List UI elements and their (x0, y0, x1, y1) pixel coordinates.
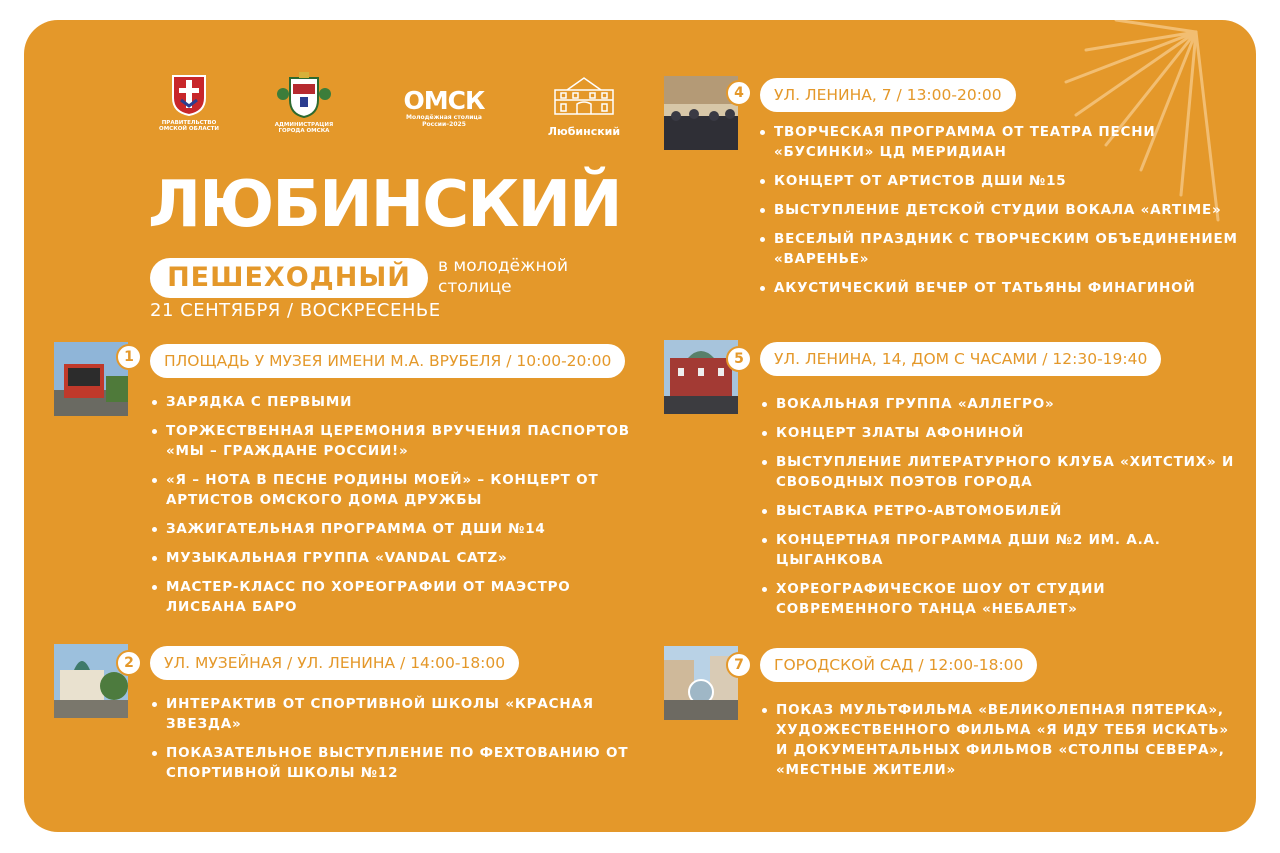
section-7-location: ГОРОДСКОЙ САД / 12:00-18:00 (760, 648, 1037, 682)
list-item: МАСТЕР-КЛАСС ПО ХОРЕОГРАФИИ ОТ МАЭСТРО ЛИСБАНА БАРО (152, 577, 632, 617)
section-1-events (152, 392, 632, 626)
list-item: «Я – НОТА В ПЕСНЕ РОДИНЫ МОЕЙ» – КОНЦЕРТ ОТ АРТИСТОВ ОМСКОГО ДОМА ДРУЖБЫ (152, 470, 632, 510)
omsk-sub-line2: России–2025 (422, 121, 466, 128)
subtitle-line1: в молодёжной (438, 256, 569, 276)
section-7-events (762, 700, 1232, 789)
section-4-location: УЛ. ЛЕНИНА, 7 / 13:00-20:00 (760, 78, 1016, 112)
section-4-events (760, 122, 1240, 307)
section-7-photo (664, 646, 738, 720)
list-item: АКУСТИЧЕСКИЙ ВЕЧЕР ОТ ТАТЬЯНЫ ФИНАГИНОЙ (760, 278, 1240, 298)
omsk-sub-line1: Молодёжная столица (406, 114, 482, 121)
section-2-photo (54, 644, 128, 718)
lubinsky-logo (539, 76, 629, 138)
list-item: ТВОРЧЕСКАЯ ПРОГРАММА ОТ ТЕАТРА ПЕСНИ «БУСИНКИ» ЦД МЕРИДИАН (760, 122, 1240, 162)
list-item: ВЕСЕЛЫЙ ПРАЗДНИК С ТВОРЧЕСКИМ ОБЪЕДИНЕНИЕМ «ВАРЕНЬЕ» (760, 229, 1240, 269)
list-item: КОНЦЕРТ ОТ АРТИСТОВ ДШИ №15 (760, 171, 1240, 191)
section-7-number: 7 (726, 652, 752, 678)
section-2-number: 2 (116, 650, 142, 676)
list-item: КОНЦЕРТ ЗЛАТЫ АФОНИНОЙ (762, 423, 1242, 443)
section-4-number: 4 (726, 80, 752, 106)
list-item: ЗАЖИГАТЕЛЬНАЯ ПРОГРАММА ОТ ДШИ №14 (152, 519, 632, 539)
lubinsky-building-icon (547, 76, 621, 124)
list-item: ЗАРЯДКА С ПЕРВЫМИ (152, 392, 632, 412)
section-5-photo (664, 340, 738, 414)
list-item: ВЫСТАВКА РЕТРО-АВТОМОБИЛЕЙ (762, 501, 1242, 521)
section-1-location: ПЛОЩАДЬ У МУЗЕЯ ИМЕНИ М.А. ВРУБЕЛЯ / 10:00-20:00 (150, 344, 625, 378)
omsk-wordmark: ОМСК (403, 86, 485, 115)
section-2-location: УЛ. МУЗЕЙНАЯ / УЛ. ЛЕНИНА / 14:00-18:00 (150, 646, 519, 680)
poster-card (24, 20, 1256, 832)
list-item: ВЫСТУПЛЕНИЕ ЛИТЕРАТУРНОГО КЛУБА «ХИТСТИХ» И СВОБОДНЫХ ПОЭТОВ ГОРОДА (762, 452, 1242, 492)
coat-of-arms-icon (171, 72, 207, 116)
city-coat-of-arms-icon (276, 72, 332, 118)
list-item: ТОРЖЕСТВЕННАЯ ЦЕРЕМОНИЯ ВРУЧЕНИЯ ПАСПОРТОВ «МЫ – ГРАЖДАНЕ РОССИИ!» (152, 421, 632, 461)
logo-row (159, 72, 634, 152)
section-2-events (152, 694, 632, 792)
title-pill: ПЕШЕХОДНЫЙ (150, 258, 428, 298)
gov-caption: ПРАВИТЕЛЬСТВО ОМСКОЙ ОБЛАСТИ (159, 120, 219, 132)
section-1-number: 1 (116, 344, 142, 370)
page-title: ЛЮБИНСКИЙ (148, 168, 621, 242)
list-item: ВЫСТУПЛЕНИЕ ДЕТСКОЙ СТУДИИ ВОКАЛА «ARTIME» (760, 200, 1240, 220)
list-item: ИНТЕРАКТИВ ОТ СПОРТИВНОЙ ШКОЛЫ «КРАСНАЯ ЗВЕЗДА» (152, 694, 632, 734)
list-item: ХОРЕОГРАФИЧЕСКОЕ ШОУ ОТ СТУДИИ СОВРЕМЕННОГО ТАНЦА «НЕБАЛЕТ» (762, 579, 1242, 619)
section-5-events (762, 394, 1242, 628)
section-5-number: 5 (726, 346, 752, 372)
list-item: МУЗЫКАЛЬНАЯ ГРУППА «VANDAL CATZ» (152, 548, 632, 568)
list-item: КОНЦЕРТНАЯ ПРОГРАММА ДШИ №2 ИМ. А.А. ЦЫГАНКОВА (762, 530, 1242, 570)
subtitle-line2: столице (438, 277, 512, 297)
event-date: 21 СЕНТЯБРЯ / ВОСКРЕСЕНЬЕ (150, 300, 441, 321)
title-subtitle (438, 256, 568, 298)
admin-caption: АДМИНИСТРАЦИЯ ГОРОДА ОМСКА (274, 122, 334, 134)
omsk-city-administration-logo (264, 72, 344, 134)
list-item: ВОКАЛЬНАЯ ГРУППА «АЛЛЕГРО» (762, 394, 1242, 414)
list-item: ПОКАЗ МУЛЬТФИЛЬМА «ВЕЛИКОЛЕПНАЯ ПЯТЕРКА», ХУДОЖЕСТВЕННОГО ФИЛЬМА «Я ИДУ ТЕБЯ ИСКАТЬ» И ДОКУМЕНТАЛЬНЫХ ФИЛЬМОВ «СТОЛПЫ СЕВЕРА», «МЕСТНЫЕ ЖИТЕЛИ» (762, 700, 1232, 780)
omsk-youth-capital-logo (394, 88, 494, 128)
list-item: ПОКАЗАТЕЛЬНОЕ ВЫСТУПЛЕНИЕ ПО ФЕХТОВАНИЮ ОТ СПОРТИВНОЙ ШКОЛЫ №12 (152, 743, 632, 783)
section-5-location: УЛ. ЛЕНИНА, 14, ДОМ С ЧАСАМИ / 12:30-19:40 (760, 342, 1161, 376)
omsk-region-government-logo (154, 72, 224, 132)
lubinsky-logo-text: Любинский (547, 125, 621, 138)
